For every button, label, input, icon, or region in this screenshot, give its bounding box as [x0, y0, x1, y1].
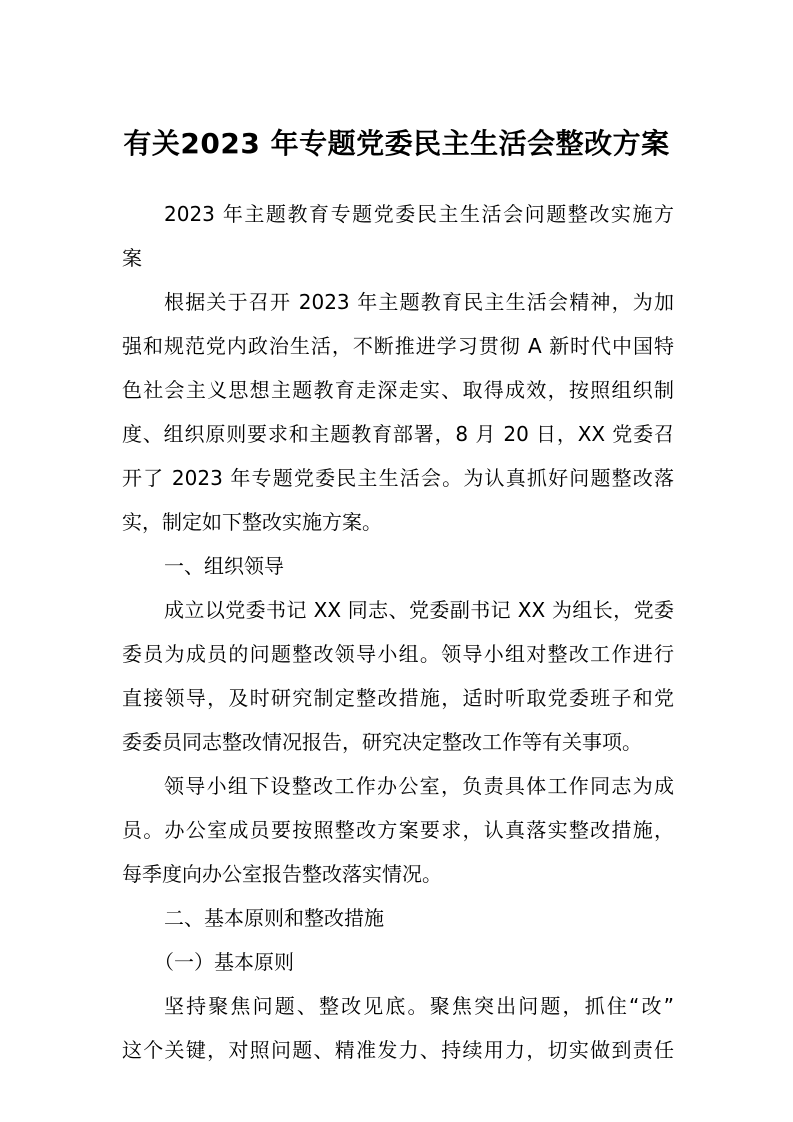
paragraph-line: 开了 2023 年专题党委民主生活会。为认真抓好问题整改落: [122, 466, 674, 490]
section-heading: 二、基本原则和整改措施: [164, 906, 384, 930]
subsection-heading: （一）基本原则: [154, 950, 294, 974]
paragraph-line: 实，制定如下整改实施方案。: [122, 510, 382, 534]
paragraph-line: 委委员同志整改情况报告，研究决定整改工作等有关事项。: [122, 730, 642, 754]
paragraph-line: 这个关键，对照问题、精准发力、持续用力，切实做到责任: [122, 1038, 674, 1062]
paragraph-line: 坚持聚焦问题、整改见底。聚焦突出问题，抓住“改”: [164, 994, 674, 1018]
document-body: [122, 196, 674, 1068]
document-title: 有关2023 年专题党委民主生活会整改方案: [123, 127, 670, 160]
paragraph-line: 领导小组下设整改工作办公室，负责具体工作同志为成: [164, 774, 674, 798]
paragraph-line: 2023 年主题教育专题党委民主生活会问题整改实施方: [164, 202, 674, 226]
paragraph-line: 强和规范党内政治生活，不断推进学习贯彻 A 新时代中国特: [122, 334, 674, 358]
paragraph-line: 每季度向办公室报告整改落实情况。: [122, 862, 442, 886]
paragraph-line: 度、组织原则要求和主题教育部署，8 月 20 日，XX 党委召: [122, 422, 674, 446]
paragraph-line: 成立以党委书记 XX 同志、党委副书记 XX 为组长，党委: [164, 598, 674, 622]
paragraph-line: 案: [122, 246, 142, 270]
paragraph-line: 委员为成员的问题整改领导小组。领导小组对整改工作进行: [122, 642, 674, 666]
paragraph-line: 员。办公室成员要按照整改方案要求，认真落实整改措施，: [122, 818, 674, 842]
paragraph-line: 色社会主义思想主题教育走深走实、取得成效，按照组织制: [122, 378, 674, 402]
section-heading: 一、组织领导: [164, 554, 284, 578]
paragraph-line: 根据关于召开 2023 年主题教育民主生活会精神，为加: [164, 290, 674, 314]
paragraph-line: 直接领导，及时研究制定整改措施，适时听取党委班子和党: [122, 686, 674, 710]
